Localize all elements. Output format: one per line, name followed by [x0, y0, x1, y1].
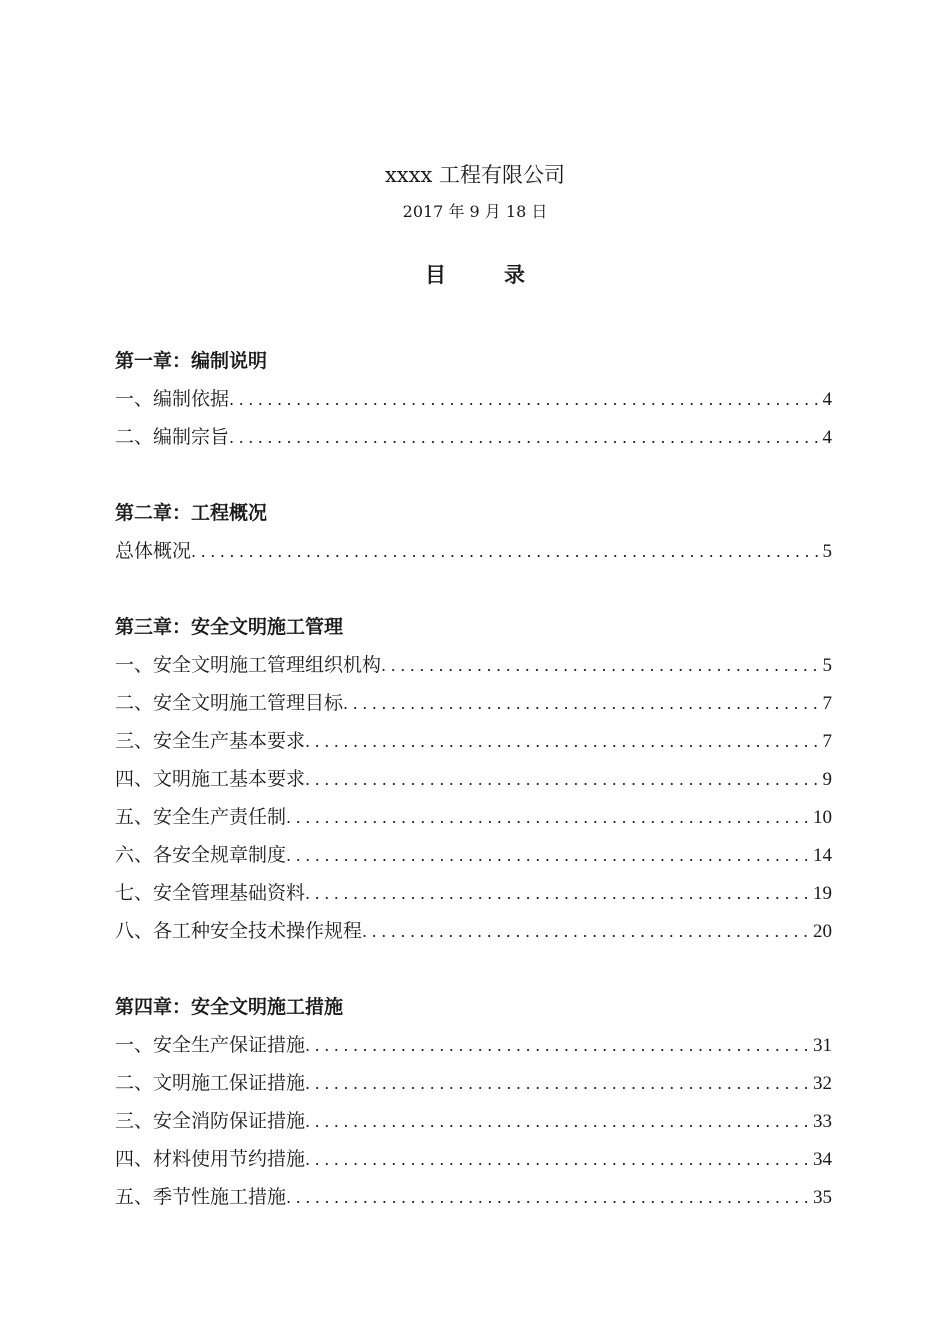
toc-entry-page: 19: [813, 883, 832, 904]
toc-entry[interactable]: [115, 1102, 832, 1140]
toc-entry-label: 一、安全文明施工管理组织机构: [115, 654, 382, 676]
chapter-spacer: [115, 456, 832, 494]
dot-leader: [191, 533, 820, 571]
dot-leader: [305, 1103, 811, 1141]
toc-entry-page: 10: [813, 807, 832, 828]
toc-entry[interactable]: [115, 912, 832, 950]
dot-leader: [286, 1179, 811, 1217]
toc-entry-page: 35: [813, 1187, 832, 1208]
toc-chapter-2: [115, 494, 832, 570]
dot-leader: [305, 1065, 811, 1103]
dot-leader: [362, 913, 811, 951]
toc-entry-label: 四、文明施工基本要求: [115, 768, 306, 790]
toc-heading: [0, 260, 950, 290]
toc-entry[interactable]: [115, 874, 832, 912]
toc-entry-label: 二、文明施工保证措施: [115, 1072, 306, 1094]
toc-entry-label: 五、安全生产责任制: [115, 806, 287, 828]
toc-entry[interactable]: [115, 1140, 832, 1178]
toc-entry[interactable]: [115, 760, 832, 798]
toc-entry-label: 三、安全消防保证措施: [115, 1110, 306, 1132]
toc-entry-label: 总体概况: [115, 540, 192, 562]
toc-entry-page: 4: [822, 389, 832, 410]
toc-entry-label: 三、安全生产基本要求: [115, 730, 306, 752]
chapter-title[interactable]: 第三章：安全文明施工管理: [115, 616, 344, 638]
toc-entry-page: 5: [822, 541, 832, 562]
toc-entry-page: 33: [813, 1111, 832, 1132]
toc-entry-page: 4: [822, 427, 832, 448]
toc-entry-label: 五、季节性施工措施: [115, 1186, 287, 1208]
dot-leader: [381, 647, 820, 685]
toc-entry-page: 32: [813, 1073, 832, 1094]
toc-chapter-1: [115, 342, 832, 456]
toc-entry[interactable]: [115, 1064, 832, 1102]
toc-entry-label: 一、编制依据: [115, 388, 230, 410]
toc-entry-page: 5: [822, 655, 832, 676]
toc-entry-label: 六、各安全规章制度: [115, 844, 287, 866]
dot-leader: [305, 761, 820, 799]
dot-leader: [305, 723, 820, 761]
toc-entry[interactable]: [115, 836, 832, 874]
dot-leader: [229, 381, 820, 419]
toc-heading-part1: 目: [425, 262, 446, 287]
toc-entry-page: 7: [822, 693, 832, 714]
toc-entry-label: 七、安全管理基础资料: [115, 882, 306, 904]
toc-entry-label: 四、材料使用节约措施: [115, 1148, 306, 1170]
chapter-title[interactable]: 第四章：安全文明施工措施: [115, 996, 344, 1018]
toc-chapter-4: [115, 988, 832, 1216]
toc-entry[interactable]: [115, 1178, 832, 1216]
table-of-contents: [115, 342, 832, 1216]
toc-entry-page: 20: [813, 921, 832, 942]
toc-entry[interactable]: [115, 532, 832, 570]
dot-leader: [305, 1141, 811, 1179]
toc-entry-page: 9: [822, 769, 832, 790]
chapter-spacer: [115, 950, 832, 988]
toc-entry-page: 34: [813, 1149, 832, 1170]
toc-entry[interactable]: [115, 380, 832, 418]
toc-entry[interactable]: [115, 418, 832, 456]
toc-chapter-3: [115, 608, 832, 950]
dot-leader: [286, 799, 811, 837]
dot-leader: [286, 837, 811, 875]
toc-entry-page: 31: [813, 1035, 832, 1056]
toc-entry[interactable]: [115, 646, 832, 684]
chapter-title[interactable]: 第二章：工程概况: [115, 502, 268, 524]
toc-entry[interactable]: [115, 722, 832, 760]
company-name: xxxx 工程有限公司: [384, 163, 566, 187]
toc-entry-label: 八、各工种安全技术操作规程: [115, 920, 363, 942]
dot-leader: [343, 685, 820, 723]
toc-entry[interactable]: [115, 684, 832, 722]
dot-leader: [305, 875, 811, 913]
toc-entry-label: 一、安全生产保证措施: [115, 1034, 306, 1056]
toc-entry[interactable]: [115, 1026, 832, 1064]
toc-entry-page: 7: [822, 731, 832, 752]
document-date: 2017 年 9 月 18 日: [402, 202, 548, 221]
dot-leader: [305, 1027, 811, 1065]
toc-entry-label: 二、编制宗旨: [115, 426, 230, 448]
toc-entry[interactable]: [115, 798, 832, 836]
toc-heading-part2: 录: [504, 262, 525, 287]
chapter-spacer: [115, 570, 832, 608]
toc-entry-page: 14: [813, 845, 832, 866]
toc-entry-label: 二、安全文明施工管理目标: [115, 692, 344, 714]
dot-leader: [229, 419, 820, 457]
chapter-title[interactable]: 第一章：编制说明: [115, 350, 268, 372]
